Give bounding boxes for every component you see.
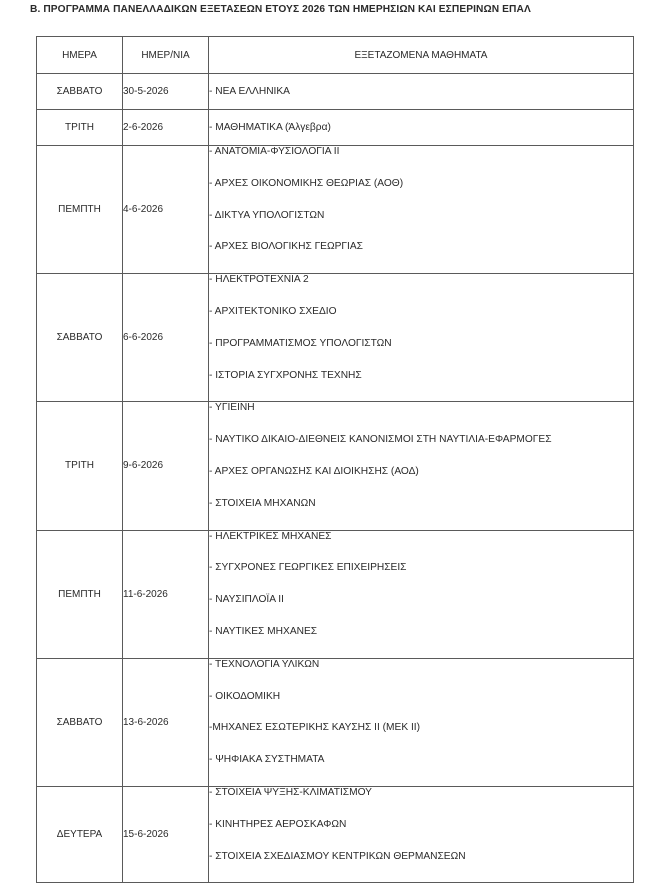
day-cell: ΠΕΜΠΤΗ	[37, 530, 123, 658]
day-cell: ΔΕΥΤΕΡΑ	[37, 786, 123, 882]
subject-item: - ΝΕΑ ΕΛΛΗΝΙΚΑ	[209, 86, 290, 97]
date-cell: 30-5-2026	[123, 74, 209, 110]
table-row	[37, 110, 634, 146]
table-row	[37, 658, 634, 786]
subject-item: - ΣΤΟΙΧΕΙΑ ΜΗΧΑΝΩΝ	[209, 497, 316, 509]
table-row	[37, 530, 634, 658]
day-cell: ΣΑΒΒΑΤΟ	[37, 658, 123, 786]
subject-item: - ΑΡΧΕΣ ΟΡΓΑΝΩΣΗΣ ΚΑΙ ΔΙΟΙΚΗΣΗΣ (ΑΟΔ)	[209, 465, 419, 477]
day-cell: ΣΑΒΒΑΤΟ	[37, 274, 123, 402]
subjects-cell	[209, 110, 634, 146]
subject-item: - ΥΓΙΕΙΝΗ	[209, 402, 255, 414]
date-cell: 2-6-2026	[123, 110, 209, 146]
subject-item: - ΜΑΘΗΜΑΤΙΚΑ (Άλγεβρα)	[209, 122, 331, 133]
subjects-cell	[209, 530, 634, 658]
table-row	[37, 74, 634, 110]
subject-item: - ΨΗΦΙΑΚΑ ΣΥΣΤΗΜΑΤΑ	[209, 754, 325, 766]
date-cell: 6-6-2026	[123, 274, 209, 402]
subject-item: - ΙΣΤΟΡΙΑ ΣΥΓΧΡΟΝΗΣ ΤΕΧΝΗΣ	[209, 369, 362, 381]
date-cell: 9-6-2026	[123, 402, 209, 530]
subject-item: - ΑΡΧΙΤΕΚΤΟΝΙΚΟ ΣΧΕΔΙΟ	[209, 305, 337, 317]
subject-item: - ΤΕΧΝΟΛΟΓΙΑ ΥΛΙΚΩΝ	[209, 658, 320, 670]
subject-item: - ΝΑΥΤΙΚΕΣ ΜΗΧΑΝΕΣ	[209, 625, 318, 637]
document-title: Β. ΠΡΟΓΡΑΜΜΑ ΠΑΝΕΛΛΑΔΙΚΩΝ ΕΞΕΤΑΣΕΩΝ ΕΤΟΥΣ 2026 ΤΩΝ ΗΜΕΡΗΣΙΩΝ ΚΑΙ ΕΣΠΕΡΙΝΩΝ ΕΠΑΛ	[30, 4, 531, 15]
subject-item: - ΣΤΟΙΧΕΙΑ ΣΧΕΔΙΑΣΜΟΥ ΚΕΝΤΡΙΚΩΝ ΘΕΡΜΑΝΣΕΩΝ	[209, 850, 466, 862]
subject-item: - ΝΑΥΤΙΚΟ ΔΙΚΑΙΟ-ΔΙΕΘΝΕΙΣ ΚΑΝΟΝΙΣΜΟΙ ΣΤΗ ΝΑΥΤΙΛΙΑ-ΕΦΑΡΜΟΓΕΣ	[209, 434, 552, 446]
date-cell: 13-6-2026	[123, 658, 209, 786]
subjects-cell	[209, 658, 634, 786]
subject-item: - ΣΤΟΙΧΕΙΑ ΨΥΞΗΣ-ΚΛΙΜΑΤΙΣΜΟΥ	[209, 786, 372, 798]
table-row	[37, 786, 634, 882]
day-cell: ΤΡΙΤΗ	[37, 402, 123, 530]
subjects-cell	[209, 786, 634, 882]
day-cell: ΤΡΙΤΗ	[37, 110, 123, 146]
subject-item: - ΝΑΥΣΙΠΛΟΪΑ ΙΙ	[209, 594, 284, 606]
subject-item: - ΑΡΧΕΣ ΟΙΚΟΝΟΜΙΚΗΣ ΘΕΩΡΙΑΣ (ΑΟΘ)	[209, 177, 404, 189]
subjects-cell	[209, 74, 634, 110]
subjects-cell	[209, 402, 634, 530]
subject-item: - ΑΝΑΤΟΜΙΑ-ΦΥΣΙΟΛΟΓΙΑ ΙΙ	[209, 146, 340, 157]
subject-item: - ΔΙΚΤΥΑ ΥΠΟΛΟΓΙΣΤΩΝ	[209, 209, 325, 221]
date-cell: 4-6-2026	[123, 146, 209, 274]
subject-item: - ΗΛΕΚΤΡΙΚΕΣ ΜΗΧΑΝΕΣ	[209, 530, 332, 542]
subject-item: - ΑΡΧΕΣ ΒΙΟΛΟΓΙΚΗΣ ΓΕΩΡΓΙΑΣ	[209, 241, 363, 253]
header-date: ΗΜΕΡ/ΝΙΑ	[123, 37, 209, 74]
subject-item: - ΚΙΝΗΤΗΡΕΣ ΑΕΡΟΣΚΑΦΩΝ	[209, 818, 347, 830]
header-subjects: ΕΞΕΤΑΖΟΜΕΝΑ ΜΑΘΗΜΑΤΑ	[209, 37, 634, 74]
subject-item: - ΠΡΟΓΡΑΜΜΑΤΙΣΜΟΣ ΥΠΟΛΟΓΙΣΤΩΝ	[209, 337, 392, 349]
subjects-cell	[209, 146, 634, 274]
date-cell: 15-6-2026	[123, 786, 209, 882]
table-header-row	[37, 37, 634, 74]
day-cell: ΣΑΒΒΑΤΟ	[37, 74, 123, 110]
subject-item: - ΟΙΚΟΔΟΜΙΚΗ	[209, 690, 281, 702]
date-cell: 11-6-2026	[123, 530, 209, 658]
subject-item: -ΜΗΧΑΝΕΣ ΕΣΩΤΕΡΙΚΗΣ ΚΑΥΣΗΣ ΙΙ (ΜΕΚ ΙΙ)	[209, 722, 420, 734]
table-row	[37, 274, 634, 402]
table-row	[37, 402, 634, 530]
subject-item: - ΣΥΓΧΡΟΝΕΣ ΓΕΩΡΓΙΚΕΣ ΕΠΙΧΕΙΡΗΣΕΙΣ	[209, 562, 407, 574]
subject-item: - ΗΛΕΚΤΡΟΤΕΧΝΙΑ 2	[209, 274, 309, 286]
subjects-cell	[209, 274, 634, 402]
table-row	[37, 146, 634, 274]
day-cell: ΠΕΜΠΤΗ	[37, 146, 123, 274]
exam-schedule-table	[36, 36, 634, 883]
header-day: ΗΜΕΡΑ	[37, 37, 123, 74]
